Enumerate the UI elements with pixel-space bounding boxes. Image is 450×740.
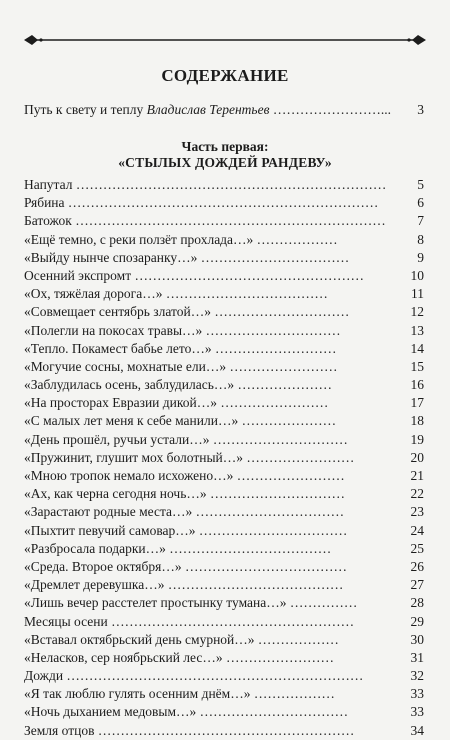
- entry-page-number: 24: [410, 522, 424, 538]
- entry-page-number: 31: [410, 649, 424, 665]
- toc-entry: [24, 194, 424, 212]
- entry-title-text: «Я так люблю гулять осенним днём…»: [24, 686, 251, 702]
- entry-title-text: «Разбросала подарки…»: [24, 540, 166, 556]
- entry-title-text: «Пыхтит певучий самовар…»: [24, 522, 196, 538]
- toc-entry: [24, 703, 424, 721]
- entry-leader-dots: ……………………: [246, 449, 355, 465]
- entry-leader-dots: ………………: [256, 231, 338, 247]
- toc-entry: [24, 394, 424, 412]
- entry-leader-dots: ………………………………: [184, 558, 347, 574]
- entry-title: [24, 176, 386, 194]
- entry-page-number: 5: [417, 177, 424, 192]
- preface-page-number: 3: [417, 102, 424, 117]
- entry-leader-dots: ……………………………………………………………: [67, 195, 379, 211]
- entry-title: [24, 667, 363, 685]
- entry-leader-dots: ……………………………: [200, 249, 350, 265]
- entry-title: [24, 358, 337, 376]
- entry-page-number: 27: [410, 577, 424, 593]
- entry-leader-dots: …………………: [237, 377, 332, 393]
- entry-title-text: «Выйду нынче спозаранку…»: [24, 249, 198, 265]
- entry-title-text: «Зарастают родные места…»: [24, 504, 193, 520]
- part-title: «СТЫЛЫХ ДОЖДЕЙ РАНДЕВУ»: [118, 155, 332, 170]
- toc-entry: [24, 340, 424, 358]
- preface-author: Владислав Терентьев: [146, 102, 270, 117]
- entry-title: [24, 703, 348, 721]
- toc-list: [24, 176, 424, 740]
- entry-leader-dots: ………………………………………………: [111, 613, 355, 629]
- entry-title-text: «Ночь дыханием медовым…»: [24, 704, 197, 720]
- entry-leader-dots: …………………………: [212, 431, 348, 447]
- toc-entry: [24, 631, 424, 649]
- entry-leader-dots: ……………………: [236, 468, 345, 483]
- entry-title-text: «Дремлет деревушка…»: [24, 577, 165, 593]
- entry-title-text: «Пружинит, глушит мох болотный…»: [24, 449, 244, 465]
- toc-entry: [24, 212, 424, 230]
- entry-leader-dots: ………………………: [215, 340, 337, 356]
- entry-title-text: «Вставал октябрьский день смурной…»: [24, 631, 255, 647]
- entry-title: [24, 431, 348, 449]
- entry-title-text: «Среда. Второе октября…»: [24, 558, 182, 574]
- entry-title: [24, 194, 378, 212]
- entry-leader-dots: ……………………………: [199, 704, 349, 720]
- entry-leader-dots: ……………………………: [195, 504, 345, 520]
- toc-entry: [24, 485, 424, 503]
- toc-entry: [24, 267, 424, 285]
- entry-title-text: «Заблудилась осень, заблудилась…»: [24, 377, 235, 393]
- entry-page-number: 25: [410, 540, 424, 556]
- entry-page-number: 18: [410, 413, 424, 429]
- entry-title: [24, 449, 354, 467]
- entry-title: [24, 649, 334, 667]
- toc-entry: [24, 594, 424, 612]
- entry-leader-dots: …………………………: [205, 322, 341, 338]
- toc-entry: [24, 376, 424, 394]
- entry-title: [24, 503, 344, 521]
- entry-leader-dots: …………………………: [214, 304, 350, 320]
- entry-leader-dots: ……………………………………………………………: [75, 213, 386, 229]
- toc-entry: [24, 540, 424, 558]
- entry-page-number: 20: [410, 449, 424, 465]
- preface-title: Путь к свету и теплу: [24, 102, 144, 117]
- entry-title-text: «На просторах Евразии дикой…»: [24, 395, 217, 411]
- entry-leader-dots: ……………………………: [198, 522, 348, 538]
- entry-leader-dots: ……………………: [226, 649, 334, 665]
- entry-leader-dots: ………………………………: [165, 286, 328, 302]
- entry-title-text: «Полегли на покосах травы…»: [24, 322, 203, 338]
- entry-page-number: 10: [410, 267, 424, 283]
- entry-leader-dots: ………………: [253, 686, 335, 702]
- entry-title: [24, 467, 345, 485]
- entry-page-number: 33: [410, 686, 424, 702]
- entry-page-number: 16: [410, 377, 424, 393]
- ornamental-rule: [24, 31, 426, 49]
- entry-title-text: Рябина: [24, 195, 65, 211]
- toc-entry: [24, 231, 424, 249]
- entry-title-text: Напутал: [24, 177, 73, 192]
- entry-title: [24, 594, 357, 612]
- entry-page-number: 28: [410, 595, 424, 611]
- entry-title: [24, 249, 349, 267]
- entry-page-number: 29: [410, 613, 424, 629]
- entry-title: [24, 231, 338, 249]
- preface-dots: ……………………...: [272, 102, 391, 117]
- entry-leader-dots: ……………………………………………: [134, 267, 364, 283]
- entry-title-text: «Ещё темно, с реки ползёт прохлада…»: [24, 231, 254, 247]
- entry-title: [24, 558, 347, 576]
- entry-title: [24, 212, 386, 230]
- entry-page-number: 32: [410, 668, 424, 684]
- entry-page-number: 11: [411, 286, 424, 302]
- entry-page-number: 9: [417, 249, 424, 265]
- entry-page-number: 21: [410, 468, 424, 483]
- entry-leader-dots: ………………: [257, 631, 339, 647]
- entry-title-text: «Неласков, сер ноябрьский лес…»: [24, 649, 223, 665]
- toc-entry: [24, 467, 424, 485]
- entry-leader-dots: …………………………………………………………: [66, 668, 364, 684]
- entry-page-number: 12: [410, 304, 424, 320]
- entry-title-text: «Совмещает сентябрь златой…»: [24, 304, 211, 320]
- entry-page-number: 6: [417, 195, 424, 211]
- entry-title: [24, 412, 336, 430]
- entry-leader-dots: …………………………………: [167, 577, 344, 593]
- toc-entry: [24, 322, 424, 340]
- toc-entry: [24, 613, 424, 631]
- part-label: Часть первая:: [181, 139, 269, 154]
- entry-page-number: 14: [410, 340, 424, 356]
- entry-page-number: 30: [410, 631, 424, 647]
- entry-page-number: 23: [410, 504, 424, 520]
- toc-entry: [24, 522, 424, 540]
- entry-title: [24, 340, 337, 358]
- entry-leader-dots: ……………………………………………………………: [75, 177, 387, 192]
- entry-page-number: 19: [410, 431, 424, 447]
- entry-page-number: 15: [410, 358, 424, 374]
- entry-title-text: Земля отцов: [24, 722, 95, 738]
- entry-leader-dots: ……………: [289, 595, 358, 611]
- entry-page-number: 7: [417, 213, 424, 229]
- toc-entry: [24, 558, 424, 576]
- toc-entry: [24, 503, 424, 521]
- entry-title-text: Осенний экспромт: [24, 267, 132, 283]
- toc-entry: [24, 285, 424, 303]
- entry-leader-dots: ………………………………: [169, 540, 332, 556]
- entry-title: [24, 631, 339, 649]
- entry-title-text: «Лишь вечер расстелет простынку тумана…»: [24, 595, 287, 611]
- toc-entry: [24, 412, 424, 430]
- entry-page-number: 33: [410, 704, 424, 720]
- entry-page-number: 8: [417, 231, 424, 247]
- entry-title-text: Дожди: [24, 668, 64, 684]
- entry-page-number: 13: [410, 322, 424, 338]
- preface-entry: [24, 102, 424, 122]
- entry-title: [24, 285, 328, 303]
- entry-title: [24, 376, 332, 394]
- entry-title-text: «Ох, тяжёлая дорога…»: [24, 286, 163, 302]
- page-title: СОДЕРЖАНИЕ: [161, 66, 289, 85]
- entry-title-text: «Ах, как черна сегодня ночь…»: [24, 486, 207, 502]
- entry-title: [24, 576, 343, 594]
- entry-title: [24, 613, 354, 631]
- entry-page-number: 34: [410, 722, 424, 738]
- entry-leader-dots: ……………………: [220, 395, 329, 411]
- toc-entry: [24, 431, 424, 449]
- entry-title: [24, 485, 345, 503]
- entry-title-text: «Тепло. Покамест бабье лето…»: [24, 340, 212, 356]
- entry-title-text: «Мною тропок немало исхожено…»: [24, 468, 234, 483]
- entry-title: [24, 540, 331, 558]
- toc-entry: [24, 649, 424, 667]
- toc-entry: [24, 667, 424, 685]
- entry-leader-dots: …………………………………………………: [97, 722, 355, 738]
- toc-entry: [24, 449, 424, 467]
- entry-title: [24, 394, 328, 412]
- toc-entry: [24, 576, 424, 594]
- toc-entry: [24, 176, 424, 194]
- entry-title-text: «С малых лет меня к себе манили…»: [24, 413, 239, 429]
- entry-title-text: «Могучие сосны, мохнатые ели…»: [24, 358, 227, 374]
- toc-entry: [24, 722, 424, 740]
- entry-title: [24, 522, 347, 540]
- entry-page-number: 22: [410, 486, 424, 502]
- entry-page-number: 26: [410, 558, 424, 574]
- entry-page-number: 17: [410, 395, 424, 411]
- entry-title: [24, 322, 341, 340]
- entry-title: [24, 267, 364, 285]
- entry-title-text: Батожок: [24, 213, 72, 229]
- toc-entry: [24, 358, 424, 376]
- entry-leader-dots: …………………………: [210, 486, 345, 502]
- toc-entry: [24, 249, 424, 267]
- entry-title-text: «День прошёл, ручьи устали…»: [24, 431, 210, 447]
- entry-leader-dots: ……………………: [229, 358, 338, 374]
- entry-title-text: Месяцы осени: [24, 613, 108, 629]
- entry-title: [24, 303, 349, 321]
- entry-leader-dots: …………………: [241, 413, 337, 429]
- entry-title: [24, 722, 354, 740]
- toc-entry: [24, 303, 424, 321]
